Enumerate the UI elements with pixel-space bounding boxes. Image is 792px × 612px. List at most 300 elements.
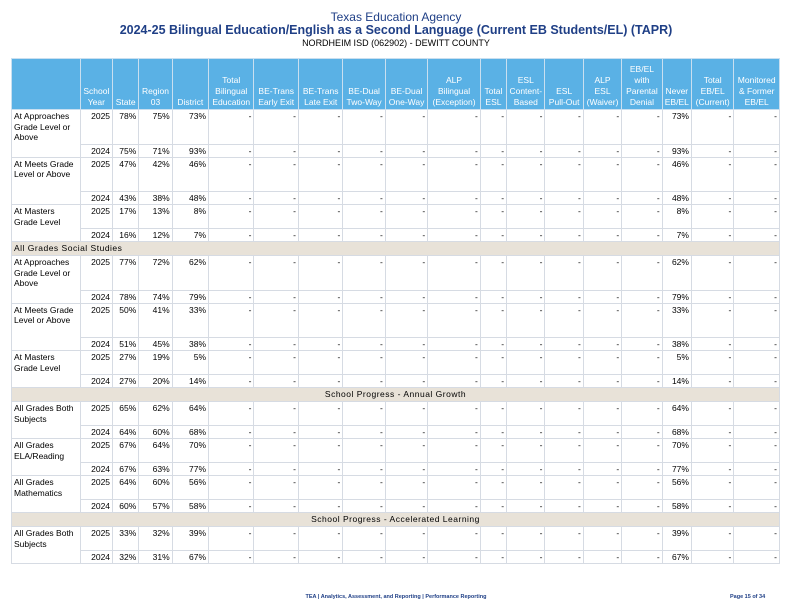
data-cell: - xyxy=(545,144,583,157)
data-cell: - xyxy=(545,205,583,229)
data-cell: - xyxy=(691,402,733,426)
data-cell: - xyxy=(507,192,545,205)
data-cell: - xyxy=(428,144,481,157)
data-cell: - xyxy=(622,290,662,303)
data-cell: - xyxy=(254,303,298,338)
data-cell: - xyxy=(734,402,780,426)
data-cell: 48% xyxy=(172,192,208,205)
data-cell: 33% xyxy=(113,527,139,551)
data-cell: - xyxy=(428,303,481,338)
data-cell: - xyxy=(343,439,385,463)
data-cell: - xyxy=(545,527,583,551)
school-year-cell: 2025 xyxy=(80,527,112,551)
data-cell: - xyxy=(583,500,621,513)
table-row xyxy=(12,527,780,551)
data-cell: 8% xyxy=(172,205,208,229)
data-cell: - xyxy=(480,375,506,388)
data-cell: - xyxy=(428,402,481,426)
data-cell: - xyxy=(385,110,427,145)
data-cell: - xyxy=(734,192,780,205)
row-group-label: All Grades ELA/Reading xyxy=(12,439,81,476)
data-cell: - xyxy=(734,463,780,476)
data-cell: - xyxy=(734,527,780,551)
district-subtitle: NORDHEIM ISD (062902) - DEWITT COUNTY xyxy=(302,38,490,48)
data-cell: - xyxy=(343,157,385,192)
data-cell: - xyxy=(734,351,780,375)
data-cell: - xyxy=(583,110,621,145)
data-cell: - xyxy=(209,463,254,476)
data-cell: - xyxy=(691,426,733,439)
data-cell: - xyxy=(545,290,583,303)
data-cell: - xyxy=(583,303,621,338)
data-cell: - xyxy=(298,500,342,513)
data-cell: - xyxy=(734,338,780,351)
school-year-cell: 2024 xyxy=(80,463,112,476)
agency-name: Texas Education Agency xyxy=(330,10,462,24)
data-cell: - xyxy=(545,192,583,205)
data-cell: - xyxy=(209,439,254,463)
data-cell: - xyxy=(507,110,545,145)
data-cell: - xyxy=(298,229,342,242)
data-cell: - xyxy=(428,426,481,439)
data-cell: - xyxy=(691,338,733,351)
data-cell: - xyxy=(507,463,545,476)
table-row xyxy=(12,157,780,192)
data-cell: - xyxy=(254,338,298,351)
data-cell: 45% xyxy=(139,338,172,351)
data-cell: 38% xyxy=(139,192,172,205)
data-cell: - xyxy=(385,551,427,564)
section-title: School Progress - Accelerated Learning xyxy=(12,513,780,527)
data-cell: 67% xyxy=(172,551,208,564)
data-cell: 32% xyxy=(113,551,139,564)
data-cell: - xyxy=(583,290,621,303)
data-cell: - xyxy=(480,144,506,157)
data-cell: 68% xyxy=(662,426,691,439)
data-cell: 60% xyxy=(113,500,139,513)
data-cell: - xyxy=(507,338,545,351)
data-cell: 8% xyxy=(662,205,691,229)
column-header: BE-Trans Late Exit xyxy=(298,59,342,110)
data-cell: - xyxy=(622,476,662,500)
data-cell: - xyxy=(428,229,481,242)
data-cell: - xyxy=(507,144,545,157)
data-cell: - xyxy=(343,229,385,242)
column-header: BE-Trans Early Exit xyxy=(254,59,298,110)
data-cell: - xyxy=(622,463,662,476)
data-cell: - xyxy=(480,476,506,500)
data-cell: - xyxy=(385,338,427,351)
data-cell: - xyxy=(385,256,427,291)
data-cell: - xyxy=(545,157,583,192)
data-cell: - xyxy=(254,551,298,564)
data-cell: 62% xyxy=(172,256,208,291)
data-cell: 79% xyxy=(662,290,691,303)
data-cell: - xyxy=(298,476,342,500)
data-cell: - xyxy=(622,439,662,463)
data-cell: - xyxy=(209,256,254,291)
data-cell: - xyxy=(343,205,385,229)
data-cell: 64% xyxy=(113,476,139,500)
table-row xyxy=(12,351,780,375)
data-cell: - xyxy=(507,402,545,426)
header-row xyxy=(12,59,780,110)
data-cell: - xyxy=(583,439,621,463)
data-cell: - xyxy=(343,338,385,351)
data-cell: - xyxy=(734,290,780,303)
data-cell: - xyxy=(583,375,621,388)
data-cell: 27% xyxy=(113,351,139,375)
data-cell: - xyxy=(545,110,583,145)
data-cell: 77% xyxy=(113,256,139,291)
data-cell: 60% xyxy=(139,426,172,439)
data-cell: 38% xyxy=(172,338,208,351)
data-cell: 39% xyxy=(172,527,208,551)
data-cell: - xyxy=(298,110,342,145)
school-year-cell: 2025 xyxy=(80,157,112,192)
column-header: State xyxy=(113,59,139,110)
data-cell: - xyxy=(545,476,583,500)
data-cell: - xyxy=(583,338,621,351)
data-cell: 12% xyxy=(139,229,172,242)
data-cell: - xyxy=(298,192,342,205)
data-cell: - xyxy=(622,338,662,351)
row-group-label: At Masters Grade Level xyxy=(12,351,81,388)
data-cell: - xyxy=(480,192,506,205)
data-cell: - xyxy=(480,229,506,242)
data-cell: 93% xyxy=(172,144,208,157)
data-cell: - xyxy=(343,144,385,157)
data-cell: 58% xyxy=(662,500,691,513)
data-cell: - xyxy=(734,303,780,338)
row-group-label: At Meets Grade Level or Above xyxy=(12,157,81,205)
column-header: District xyxy=(172,59,208,110)
section-title: School Progress - Annual Growth xyxy=(12,388,780,402)
data-cell: - xyxy=(480,256,506,291)
data-cell: - xyxy=(254,256,298,291)
table-row xyxy=(12,205,780,229)
data-cell: - xyxy=(583,256,621,291)
data-cell: - xyxy=(209,205,254,229)
section-header-row xyxy=(12,513,780,527)
data-cell: - xyxy=(507,527,545,551)
table-row xyxy=(12,500,780,513)
table-row xyxy=(12,192,780,205)
data-cell: 5% xyxy=(662,351,691,375)
table-row xyxy=(12,110,780,145)
data-cell: - xyxy=(545,551,583,564)
data-cell: - xyxy=(622,144,662,157)
table-row xyxy=(12,476,780,500)
data-cell: - xyxy=(480,463,506,476)
data-cell: - xyxy=(428,351,481,375)
row-group-label: At Meets Grade Level or Above xyxy=(12,303,81,351)
data-cell: - xyxy=(691,439,733,463)
data-cell: 56% xyxy=(172,476,208,500)
column-header: BE-Dual Two-Way xyxy=(343,59,385,110)
data-cell: 13% xyxy=(139,205,172,229)
school-year-cell: 2025 xyxy=(80,303,112,338)
data-cell: - xyxy=(691,192,733,205)
data-cell: - xyxy=(507,439,545,463)
data-cell: - xyxy=(691,303,733,338)
data-cell: - xyxy=(507,229,545,242)
data-cell: - xyxy=(343,527,385,551)
data-cell: 19% xyxy=(139,351,172,375)
data-cell: - xyxy=(343,256,385,291)
data-cell: - xyxy=(298,303,342,338)
data-cell: - xyxy=(343,426,385,439)
data-cell: 31% xyxy=(139,551,172,564)
row-group-label: All Grades Both Subjects xyxy=(12,527,81,564)
data-cell: - xyxy=(298,144,342,157)
table-row xyxy=(12,338,780,351)
data-cell: - xyxy=(385,500,427,513)
data-cell: 62% xyxy=(662,256,691,291)
data-cell: - xyxy=(343,551,385,564)
data-cell: - xyxy=(691,290,733,303)
data-cell: - xyxy=(209,144,254,157)
data-cell: - xyxy=(622,229,662,242)
data-cell: 50% xyxy=(113,303,139,338)
data-cell: - xyxy=(480,527,506,551)
data-cell: - xyxy=(298,463,342,476)
data-cell: - xyxy=(545,500,583,513)
data-cell: - xyxy=(691,500,733,513)
data-cell: - xyxy=(343,463,385,476)
data-cell: - xyxy=(209,351,254,375)
table-row xyxy=(12,463,780,476)
data-cell: - xyxy=(622,551,662,564)
data-cell: - xyxy=(583,229,621,242)
data-cell: - xyxy=(507,157,545,192)
school-year-cell: 2025 xyxy=(80,205,112,229)
data-cell: 27% xyxy=(113,375,139,388)
data-cell: - xyxy=(385,229,427,242)
data-cell: - xyxy=(480,205,506,229)
column-header: BE-Dual One-Way xyxy=(385,59,427,110)
data-cell: - xyxy=(298,439,342,463)
data-cell: - xyxy=(428,500,481,513)
data-cell: - xyxy=(545,426,583,439)
data-cell: - xyxy=(583,192,621,205)
data-cell: - xyxy=(691,527,733,551)
table-row xyxy=(12,290,780,303)
data-cell: - xyxy=(385,402,427,426)
data-cell: - xyxy=(209,110,254,145)
data-cell: - xyxy=(507,426,545,439)
data-cell: - xyxy=(583,157,621,192)
data-cell: 14% xyxy=(172,375,208,388)
column-header: EB/EL with Parental Denial xyxy=(622,59,662,110)
column-header: Never EB/EL xyxy=(662,59,691,110)
data-cell: - xyxy=(622,110,662,145)
data-cell: 42% xyxy=(139,157,172,192)
data-cell: - xyxy=(298,351,342,375)
data-cell: - xyxy=(480,426,506,439)
data-cell: 16% xyxy=(113,229,139,242)
data-cell: - xyxy=(734,110,780,145)
data-cell: - xyxy=(583,144,621,157)
column-header: Region 03 xyxy=(139,59,172,110)
data-cell: - xyxy=(734,229,780,242)
data-cell: - xyxy=(622,351,662,375)
data-cell: - xyxy=(209,192,254,205)
data-cell: - xyxy=(583,351,621,375)
school-year-cell: 2024 xyxy=(80,290,112,303)
data-cell: 63% xyxy=(139,463,172,476)
data-cell: - xyxy=(343,402,385,426)
data-cell: - xyxy=(622,500,662,513)
data-cell: - xyxy=(734,426,780,439)
data-cell: - xyxy=(545,256,583,291)
data-cell: 33% xyxy=(172,303,208,338)
data-cell: - xyxy=(622,205,662,229)
data-cell: 67% xyxy=(662,551,691,564)
school-year-cell: 2025 xyxy=(80,256,112,291)
column-header: ESL Pull-Out xyxy=(545,59,583,110)
data-cell: - xyxy=(507,551,545,564)
data-cell: - xyxy=(691,110,733,145)
data-cell: - xyxy=(622,157,662,192)
data-cell: - xyxy=(545,338,583,351)
data-cell: 78% xyxy=(113,110,139,145)
table-row xyxy=(12,551,780,564)
data-cell: - xyxy=(622,375,662,388)
data-cell: - xyxy=(545,463,583,476)
column-header: ALP Bilingual (Exception) xyxy=(428,59,481,110)
data-cell: 68% xyxy=(172,426,208,439)
table-row xyxy=(12,426,780,439)
data-cell: - xyxy=(545,439,583,463)
data-cell: - xyxy=(428,205,481,229)
column-header: Total Bilingual Education xyxy=(209,59,254,110)
school-year-cell: 2025 xyxy=(80,351,112,375)
data-cell: 33% xyxy=(662,303,691,338)
data-cell: - xyxy=(343,375,385,388)
data-cell: 72% xyxy=(139,256,172,291)
data-cell: - xyxy=(428,375,481,388)
data-cell: - xyxy=(298,157,342,192)
data-cell: - xyxy=(734,551,780,564)
data-cell: - xyxy=(545,229,583,242)
data-cell: 74% xyxy=(139,290,172,303)
row-group-label: All Grades Both Subjects xyxy=(12,402,81,439)
school-year-cell: 2024 xyxy=(80,192,112,205)
data-cell: - xyxy=(480,290,506,303)
row-group-label: At Approaches Grade Level or Above xyxy=(12,256,81,304)
data-cell: 32% xyxy=(139,527,172,551)
school-year-cell: 2025 xyxy=(80,439,112,463)
data-cell: 73% xyxy=(662,110,691,145)
data-cell: 5% xyxy=(172,351,208,375)
data-cell: - xyxy=(507,290,545,303)
data-cell: - xyxy=(254,375,298,388)
table-row xyxy=(12,402,780,426)
school-year-cell: 2024 xyxy=(80,375,112,388)
data-cell: - xyxy=(691,551,733,564)
data-cell: - xyxy=(691,256,733,291)
data-cell: - xyxy=(507,500,545,513)
data-cell: - xyxy=(428,439,481,463)
data-cell: - xyxy=(298,426,342,439)
data-cell: - xyxy=(254,110,298,145)
data-cell: - xyxy=(385,290,427,303)
data-cell: - xyxy=(734,256,780,291)
data-cell: 73% xyxy=(172,110,208,145)
data-cell: 64% xyxy=(139,439,172,463)
data-cell: - xyxy=(254,157,298,192)
data-cell: - xyxy=(583,551,621,564)
data-cell: 58% xyxy=(172,500,208,513)
data-cell: 77% xyxy=(662,463,691,476)
data-cell: - xyxy=(622,192,662,205)
data-cell: - xyxy=(480,500,506,513)
header-blank-cell xyxy=(12,59,81,110)
data-cell: - xyxy=(428,192,481,205)
data-cell: - xyxy=(343,303,385,338)
data-cell: 75% xyxy=(113,144,139,157)
school-year-cell: 2025 xyxy=(80,476,112,500)
section-header-row xyxy=(12,242,780,256)
data-cell: - xyxy=(343,476,385,500)
data-cell: 64% xyxy=(662,402,691,426)
table-row xyxy=(12,439,780,463)
data-cell: - xyxy=(254,500,298,513)
data-cell: - xyxy=(622,527,662,551)
data-cell: 17% xyxy=(113,205,139,229)
data-cell: - xyxy=(691,476,733,500)
data-cell: - xyxy=(734,439,780,463)
data-cell: - xyxy=(385,157,427,192)
data-cell: 20% xyxy=(139,375,172,388)
data-cell: - xyxy=(254,527,298,551)
school-year-cell: 2024 xyxy=(80,500,112,513)
data-cell: - xyxy=(298,205,342,229)
data-cell: - xyxy=(209,290,254,303)
data-cell: - xyxy=(583,426,621,439)
data-cell: - xyxy=(254,351,298,375)
data-cell: 57% xyxy=(139,500,172,513)
data-cell: 64% xyxy=(113,426,139,439)
data-cell: - xyxy=(507,476,545,500)
data-cell: - xyxy=(428,476,481,500)
school-year-cell: 2025 xyxy=(80,402,112,426)
data-cell: - xyxy=(385,303,427,338)
data-cell: - xyxy=(734,476,780,500)
data-cell: - xyxy=(480,551,506,564)
school-year-cell: 2024 xyxy=(80,551,112,564)
data-cell: - xyxy=(254,192,298,205)
data-cell: - xyxy=(428,256,481,291)
data-cell: - xyxy=(254,426,298,439)
data-cell: - xyxy=(209,476,254,500)
column-header: School Year xyxy=(80,59,112,110)
data-cell: - xyxy=(254,439,298,463)
data-cell: - xyxy=(298,402,342,426)
data-cell: 48% xyxy=(662,192,691,205)
data-cell: - xyxy=(622,426,662,439)
data-cell: - xyxy=(691,375,733,388)
data-cell: - xyxy=(385,144,427,157)
data-cell: 78% xyxy=(113,290,139,303)
table-row xyxy=(12,229,780,242)
data-cell: 7% xyxy=(172,229,208,242)
data-cell: - xyxy=(428,290,481,303)
data-cell: - xyxy=(209,426,254,439)
data-cell: - xyxy=(622,402,662,426)
section-title: All Grades Social Studies xyxy=(12,242,780,256)
